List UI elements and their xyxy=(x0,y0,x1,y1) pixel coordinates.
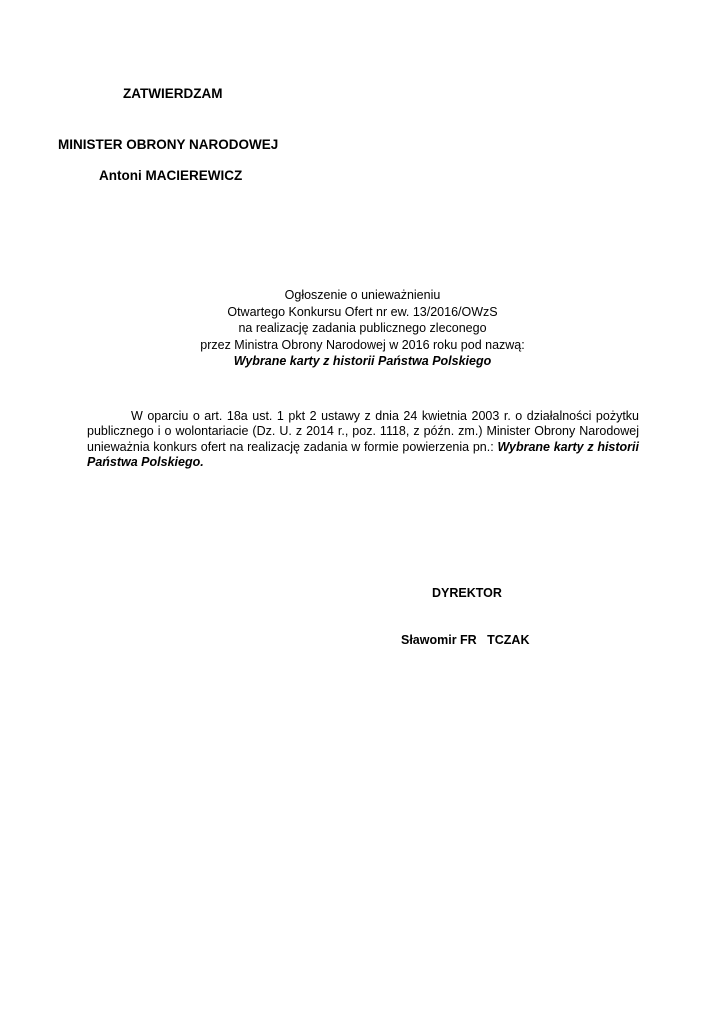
notice-line-2: Otwartego Konkursu Ofert nr ew. 13/2016/OWzS xyxy=(227,304,498,319)
signature-name: Sławomir FR TCZAK xyxy=(401,633,530,647)
body-task-title: Wybrane karty z historii Państwa Polskiego. xyxy=(87,439,639,469)
notice-line-1: Ogłoszenie o unieważnieniu xyxy=(284,288,441,302)
notice-line-4: przez Ministra Obrony Narodowej w 2016 roku pod nazwą: xyxy=(200,337,525,352)
approval-name: Antoni MACIEREWICZ xyxy=(99,168,243,183)
body-text: W oparciu o art. 18a ust. 1 pkt 2 ustawy z dnia 24 kwietnia 2003 r. o działalności pożytku publicznego i o wolontariacie (Dz. U. z 2014 r., poz. 1118, z późn. zm.) Minister Obrony Narodowej unieważnia konkurs ofert na realizację zadania w formie powierzenia pn.: xyxy=(87,409,639,454)
notice-heading xyxy=(0,287,725,370)
body-paragraph xyxy=(87,409,639,470)
approval-label: ZATWIERDZAM xyxy=(123,86,223,101)
notice-task-title: Wybrane karty z historii Państwa Polskiego xyxy=(233,354,492,368)
notice-line-3: na realizację zadania publicznego zleconego xyxy=(238,321,487,335)
approval-office: MINISTER OBRONY NARODOWEJ xyxy=(58,137,279,152)
signature-role: DYREKTOR xyxy=(432,586,502,600)
